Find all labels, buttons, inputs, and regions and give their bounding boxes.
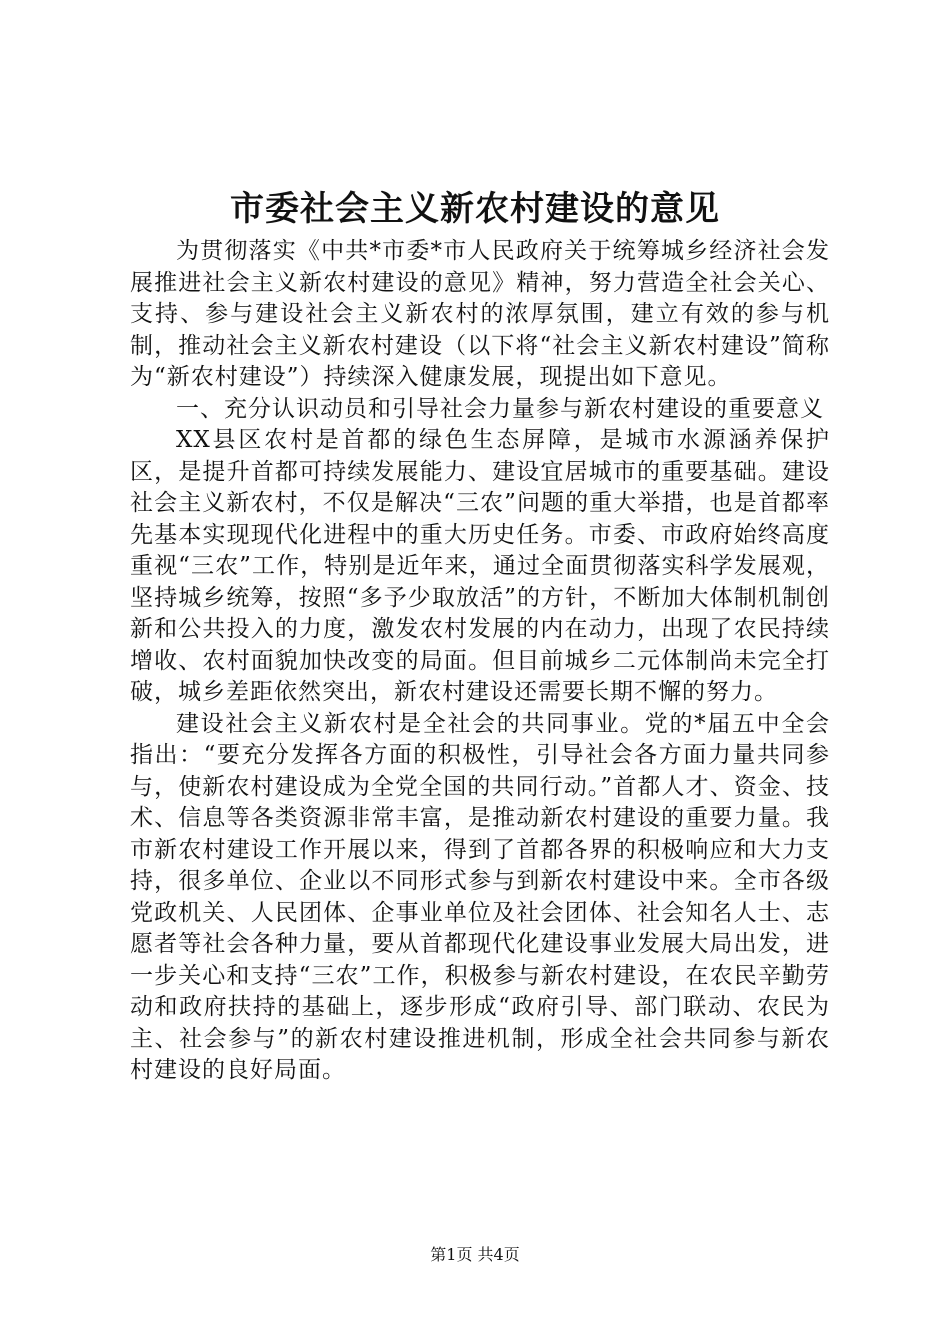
intro-paragraph: 为贯彻落实《中共*市委*市人民政府关于统筹城乡经济社会发展推进社会主义新农村建设的意见》精神，努力营造全社会关心、支持、参与建设社会主义新农村的浓厚氛围，建立有效的参与机制，推动社会主义新农村建设（以下将“社会主义新农村建设”简称为“新农村建设”）持续深入健康发展，现提出如下意见。 xyxy=(130,238,830,390)
document-body xyxy=(130,236,830,1087)
body-paragraph: 建设社会主义新农村是全社会的共同事业。党的*届五中全会指出：“要充分发挥各方面的积极性，引导社会各方面力量共同参与，使新农村建设成为全党全国的共同行动。”首都人才、资金、技术、信息等各类资源非常丰富，是推动新农村建设的重要力量。我市新农村建设工作开展以来，得到了首都各界的积极响应和大力支持，很多单位、企业以不同形式参与到新农村建设中来。全市各级党政机关、人民团体、企事业单位及社会团体、社会知名人士、志愿者等社会各种力量，要从首都现代化建设事业发展大局出发，进一步关心和支持“三农”工作，积极参与新农村建设，在农民辛勤劳动和政府扶持的基础上，逐步形成“政府引导、部门联动、农民为主、社会参与”的新农村建设推进机制，形成全社会共同参与新农村建设的良好局面。 xyxy=(130,710,830,1083)
page-number-footer: 第1页 共4页 xyxy=(430,1245,520,1264)
document-title: 市委社会主义新农村建设的意见 xyxy=(230,189,720,229)
body-paragraph: XX县区农村是首都的绿色生态屏障，是城市水源涵养保护区，是提升首都可持续发展能力、建设宜居城市的重要基础。建设社会主义新农村，不仅是解决“三农”问题的重大举措，也是首都率先基本实现现代化进程中的重大历史任务。市委、市政府始终高度重视“三农”工作，特别是近年来，通过全面贯彻落实科学发展观，坚持城乡统筹，按照“多予少取放活”的方针，不断加大体制机制创新和公共投入的力度，激发农村发展的内在动力，出现了农民持续增收、农村面貌加快改变的局面。但目前城乡二元体制尚未完全打破，城乡差距依然突出，新农村建设还需要长期不懈的努力。 xyxy=(130,427,830,705)
section-heading-1: 一、充分认识动员和引导社会力量参与新农村建设的重要意义 xyxy=(176,395,824,422)
